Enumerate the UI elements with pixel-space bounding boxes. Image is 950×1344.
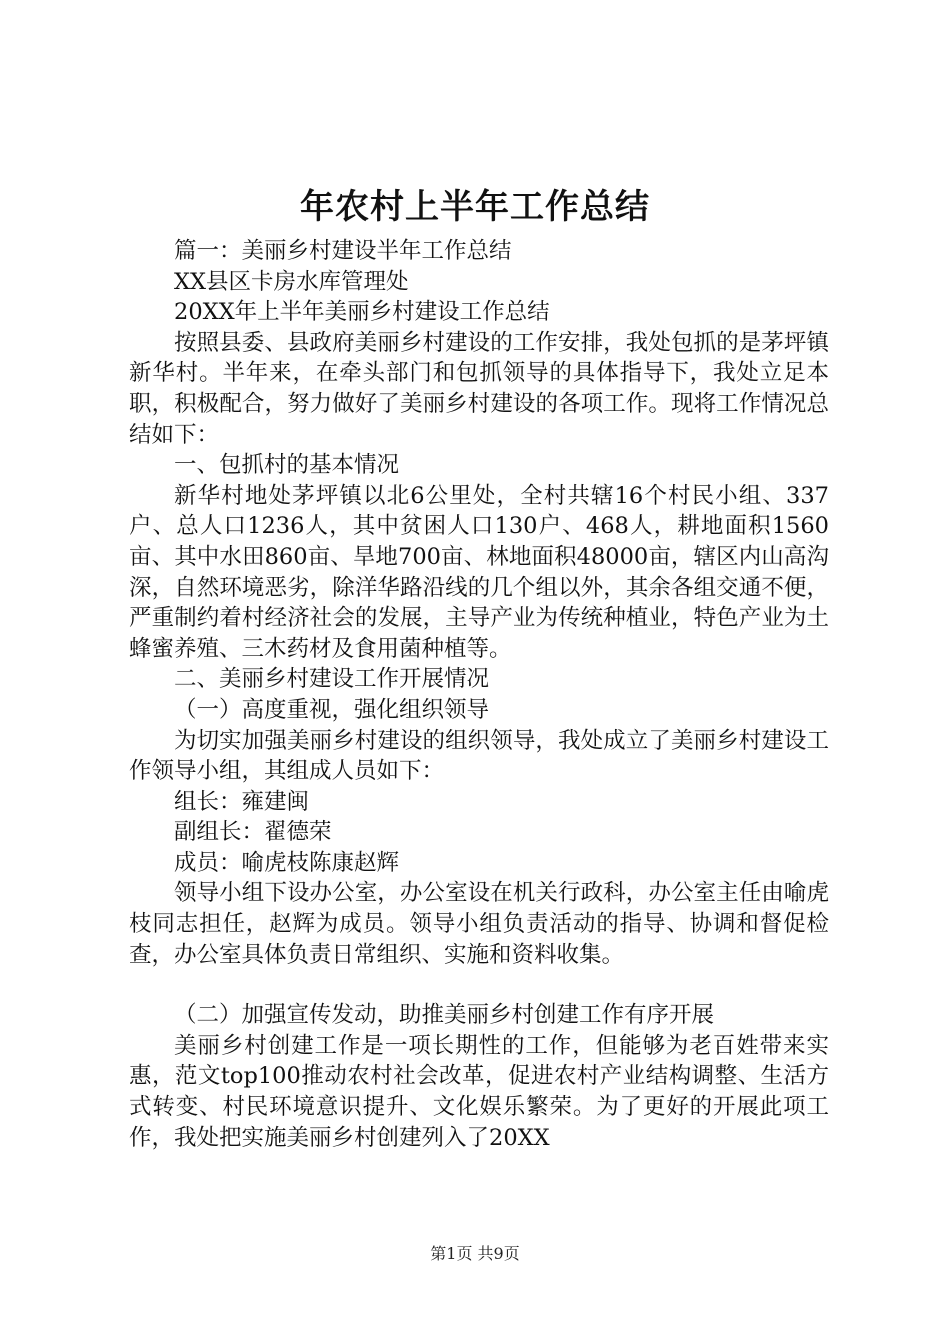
paragraph-heading-2: 二、美丽乡村建设工作开展情况 bbox=[174, 666, 490, 693]
paragraph-publicity: 美丽乡村创建工作是一项长期性的工作，但能够为老百姓带来实惠，范文top100推动农村社会改革，促进农村产业结构调整、生活方式转变、村民环境意识提升、文化娱乐繁荣。为了更好的开展此项工作，我处把实施美丽乡村创建列入了20XX bbox=[129, 1032, 829, 1151]
paragraph-organization: XX县区卡房水库管理处 bbox=[174, 268, 409, 295]
paragraph-section-heading: 篇一：美丽乡村建设半年工作总结 bbox=[174, 238, 512, 264]
paragraph-heading-1: 一、包抓村的基本情况 bbox=[174, 452, 400, 479]
paragraph-village-info: 新华村地处茅坪镇以北6公里处，全村共辖16个村民小组、337户、总人口1236人，其中贫困人口130户、468人，耕地面积1560亩、其中水田860亩、旱地700亩、林地面积48000亩，辖区内山高沟深，自然环境恶劣，除洋华路沿线的几个组以外，其余各组交通不便，严重制约着村经济社会的发展，主导产业为传统种植业，特色产业为土蜂蜜养殖、三木药材及食用菌种植等。 bbox=[129, 482, 829, 662]
paragraph-intro: 按照县委、县政府美丽乡村建设的工作安排，我处包抓的是茅坪镇新华村。半年来，在牵头部门和包抓领导的具体指导下，我处立足本职，积极配合，努力做好了美丽乡村建设的各项工作。现将工作情况总结如下： bbox=[129, 329, 829, 448]
page-number: 第1页 共9页 bbox=[430, 1244, 520, 1263]
document-title: 年农村上半年工作总结 bbox=[300, 187, 650, 227]
paragraph-subheading-2: （二）加强宣传发动，助推美丽乡村创建工作有序开展 bbox=[174, 1002, 715, 1029]
paragraph-leader: 组长：雍建闽 bbox=[174, 788, 310, 815]
paragraph-members: 成员：喻虎枝陈康赵辉 bbox=[174, 849, 400, 876]
paragraph-leadership: 为切实加强美丽乡村建设的组织领导，我处成立了美丽乡村建设工作领导小组，其组成人员如下： bbox=[129, 727, 829, 785]
document-body bbox=[129, 236, 829, 1153]
paragraph-subheading-1: （一）高度重视，强化组织领导 bbox=[174, 696, 490, 723]
paragraph-office: 领导小组下设办公室，办公室设在机关行政科，办公室主任由喻虎枝同志担任，赵辉为成员。领导小组负责活动的指导、协调和督促检查，办公室具体负责日常组织、实施和资料收集。 bbox=[129, 880, 829, 968]
paragraph-deputy-leader: 副组长：翟德荣 bbox=[174, 819, 332, 846]
paragraph-report-title: 20XX年上半年美丽乡村建设工作总结 bbox=[174, 299, 550, 326]
